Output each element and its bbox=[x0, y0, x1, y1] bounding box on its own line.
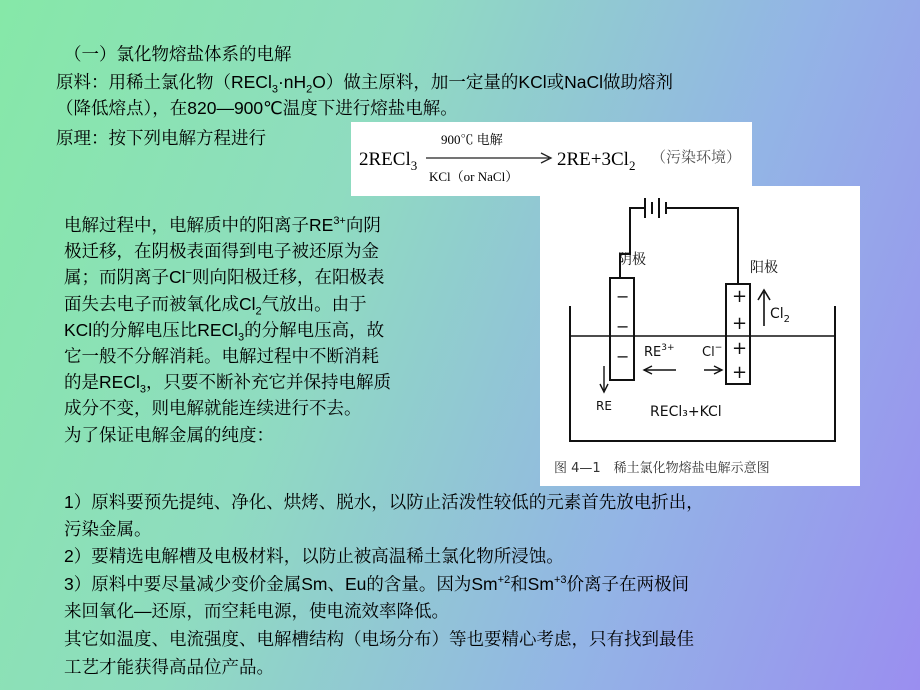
process-line: 极迁移，在阴极表面得到电子被还原为金 bbox=[64, 241, 379, 262]
process-line: 成分不变，则电解就能连续进行不去。 bbox=[64, 398, 362, 419]
other-line-2: 工艺才能获得高品位产品。 bbox=[64, 657, 274, 677]
minus-sign: − bbox=[616, 347, 630, 366]
process-line: 它一般不分解消耗。电解过程中不断消耗 bbox=[64, 346, 379, 367]
re-ion-label: $RE^{3+}$ bbox=[644, 343, 675, 360]
measure-3-line-1: 3）原料中要尽量减少变价金属Sm、Eu的含量。因为$Sm^{+2}$和$Sm^{+3}$价离子在两极间 bbox=[64, 574, 689, 594]
measure-2: 2）要精选电解槽及电极材料，以防止被高温稀土氯化物所浸蚀。 bbox=[64, 546, 564, 566]
process-line: 面失去电子而被氧化成$Cl_2$气放出。由于 bbox=[64, 293, 367, 318]
equation-condition-above: 900℃ 电解 bbox=[441, 132, 503, 147]
electrolysis-figure bbox=[540, 186, 860, 486]
process-line: 电解过程中，电解质中的阳离子$RE^{3+}$向阴 bbox=[64, 215, 381, 235]
section-title: （一）氯化物熔盐体系的电解 bbox=[64, 44, 292, 64]
wire-right bbox=[666, 208, 738, 284]
other-line-1: 其它如温度、电流强度、电解槽结构（电场分布）等也要精心考虑，只有找到最佳 bbox=[64, 629, 694, 649]
equation-lhs: 2RECl$_3$ bbox=[359, 149, 418, 173]
figure-caption: 图 4—1 稀土氯化物熔盐电解示意图 bbox=[554, 461, 770, 476]
measure-3-line-2: 来回氧化—还原，而空耗电源，使电流效率降低。 bbox=[64, 601, 449, 621]
plus-sign: + bbox=[732, 362, 748, 383]
electrolysis-diagram bbox=[540, 186, 860, 486]
cl-ion-label: Cl− bbox=[702, 343, 723, 360]
materials-line-2: （降低熔点），在820—900℃温度下进行熔盐电解。 bbox=[56, 98, 458, 118]
minus-sign: − bbox=[616, 287, 630, 306]
wire-cathode bbox=[620, 222, 630, 278]
wire-left bbox=[630, 208, 645, 222]
gas-label: $Cl_2$ bbox=[770, 306, 791, 325]
measure-1-line-2: 污染金属。 bbox=[64, 519, 152, 539]
equation-rhs: $2RE+3Cl_2$ bbox=[557, 149, 636, 173]
materials-line-1: 原料：用稀土氯化物$(RECl_3\cdot nH_2O)$做主原料，加一定量的KCl或NaCl做助熔剂 bbox=[56, 72, 674, 96]
plus-sign: + bbox=[732, 338, 748, 359]
process-line: KCl的分解电压比RECl$_3$的分解电压高，故 bbox=[64, 319, 385, 344]
principle-label: 原理：按下列电解方程进行 bbox=[56, 128, 266, 148]
equation-svg bbox=[351, 122, 752, 196]
equation-box bbox=[351, 122, 752, 196]
equation-note: （污染环境） bbox=[651, 150, 742, 166]
minus-sign: − bbox=[616, 317, 630, 336]
cathode-label: 阴极 bbox=[618, 252, 646, 268]
process-paragraph bbox=[64, 212, 504, 448]
measure-1-line-1: 1）原料要预先提纯、净化、烘烤、脱水，以防止活泼性较低的元素首先放电折出， bbox=[64, 492, 704, 512]
metal-label: RE bbox=[596, 399, 612, 413]
anode-label: 阳极 bbox=[750, 260, 778, 276]
process-line: 属；而阴离子Cl−则向阳极迁移，在阳极表 bbox=[64, 267, 385, 288]
electrolyte-label: RECl₃+KCl bbox=[650, 404, 722, 420]
plus-sign: + bbox=[732, 313, 748, 334]
equation-condition-below: KCl（or NaCl） bbox=[429, 169, 519, 184]
process-line: 为了保证电解金属的纯度： bbox=[64, 424, 274, 445]
plus-sign: + bbox=[732, 286, 748, 307]
process-line: 的是RECl$_3$，只要不断补充它并保持电解质 bbox=[64, 372, 391, 396]
